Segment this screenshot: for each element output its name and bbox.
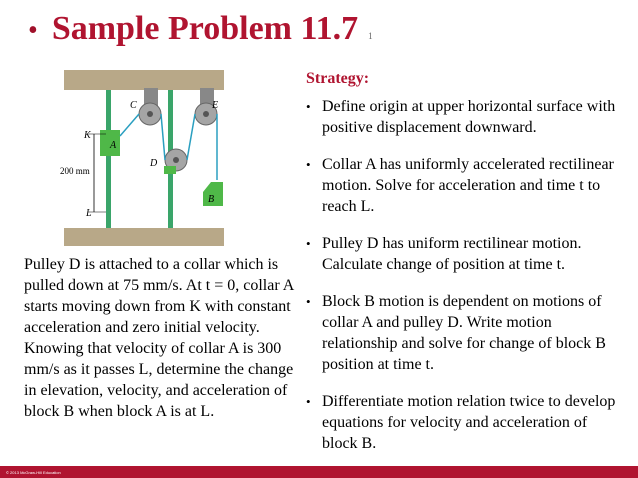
pulley-diagram [60,70,224,246]
strategy-item: • Differentiate motion relation twice to develop equations for velocity and acceleration of block B. [306,393,616,452]
slide-title [28,10,373,48]
bottom-support [64,228,224,246]
label-b: B [208,194,215,205]
bullet: • [306,394,311,409]
bullet: • [306,236,311,251]
slide-number: 1 [368,31,373,41]
label-k: K [84,130,91,141]
strategy-item: • Block B motion is dependent on motions of collar A and pulley D. Write motion relationship and solve for change of block B position at time t. [306,293,606,373]
strategy-item: • Collar A has uniformly accelerated rectilinear motion. Solve for acceleration and time t to reach L. [306,156,614,215]
label-e: E [212,100,219,111]
label-dimension: 200 mm [60,166,90,176]
strategy-item: • Define origin at upper horizontal surface with positive displacement downward. [306,98,616,136]
footer-bar [0,466,638,478]
left-rod [106,90,111,228]
strategy-heading: Strategy: [306,70,370,87]
collar-d [164,166,176,174]
bullet: • [306,157,311,172]
top-support [64,70,224,90]
strategy-item: • Pulley D has uniform rectilinear motion. Calculate change of position at time t. [306,235,582,273]
strategy-list [306,96,626,470]
problem-statement: Pulley D is attached to a collar which is pulled down at 75 mm/s. At t = 0, collar A starts moving down from K with constant acceleration and zero initial velocity. Knowing that velocity of collar A is 300 mm/s as it passes L, determine the change in elevation, velocity, and acceleration of block B when block A is at L. [24,256,294,420]
bullet: • [306,294,311,309]
label-l: L [86,208,92,219]
label-d: D [150,158,158,169]
label-c: C [130,100,137,111]
title-text: Sample Problem 11.7 [51,10,359,47]
bullet: • [306,99,311,114]
title-bullet: • [28,15,38,46]
label-a: A [110,140,117,151]
copyright: © 2013 McGraw-Hill Education [6,470,61,475]
